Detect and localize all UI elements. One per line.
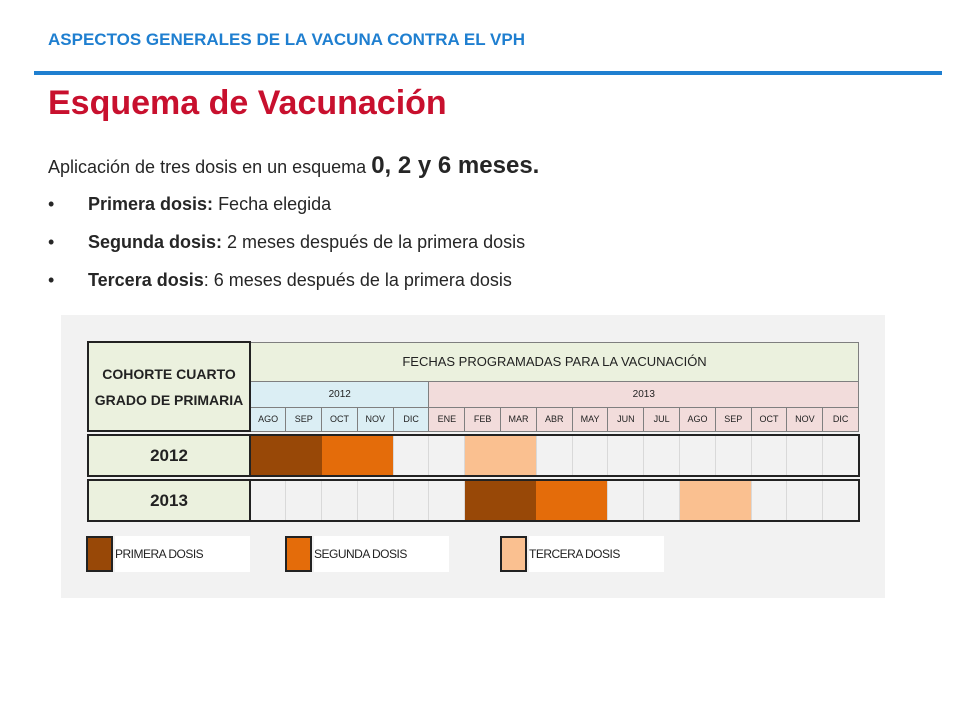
section-title: ASPECTOS GENERALES DE LA VACUNA CONTRA EL VPH [48, 30, 525, 49]
month-header: OCT [322, 407, 358, 431]
dose-cell-p1 [286, 435, 322, 476]
empty-cell [823, 435, 859, 476]
dose-cell-p3 [715, 480, 751, 521]
intro-paragraph [48, 152, 539, 180]
bullet-icon: • [48, 232, 55, 252]
dose-label: Tercera dosis [88, 270, 204, 290]
empty-cell [393, 435, 429, 476]
empty-cell [823, 480, 859, 521]
vaccination-schedule-table [87, 341, 860, 525]
legend-label: SEGUNDA DOSIS [314, 536, 449, 572]
dose-description: 2 meses después de la primera dosis [222, 232, 526, 252]
month-header: AGO [680, 407, 716, 431]
month-header: ABR [536, 407, 572, 431]
empty-cell [250, 480, 286, 521]
list-item [48, 194, 525, 232]
empty-cell [429, 480, 465, 521]
legend-label: TERCERA DOSIS [529, 536, 664, 572]
dose-cell-p1 [250, 435, 286, 476]
year-header-2013: 2013 [429, 381, 859, 407]
slide-title: Esquema de Vacunación [48, 84, 447, 122]
dose-cell-p2 [572, 480, 608, 521]
empty-cell [536, 435, 572, 476]
empty-cell [644, 435, 680, 476]
table-row [88, 435, 859, 476]
empty-cell [715, 435, 751, 476]
month-header: NOV [787, 407, 823, 431]
year-header-2012: 2012 [250, 381, 429, 407]
cohort-year-label: 2012 [88, 435, 250, 476]
month-header: JUN [608, 407, 644, 431]
empty-cell [608, 480, 644, 521]
dose-description: Fecha elegida [213, 194, 332, 214]
dose-cell-p3 [501, 435, 537, 476]
empty-cell [751, 480, 787, 521]
month-header: AGO [250, 407, 286, 431]
empty-cell [608, 435, 644, 476]
empty-cell [429, 435, 465, 476]
dose-cell-p1 [501, 480, 537, 521]
empty-cell [393, 480, 429, 521]
month-header: MAY [572, 407, 608, 431]
legend-label: PRIMERA DOSIS [115, 536, 250, 572]
bullet-icon: • [48, 270, 55, 290]
month-header: OCT [751, 407, 787, 431]
dose-list [48, 194, 525, 308]
dose-cell-p2 [322, 435, 358, 476]
legend-swatch [86, 536, 113, 572]
empty-cell [751, 435, 787, 476]
cohort-year-label: 2013 [88, 480, 250, 521]
legend-swatch [285, 536, 312, 572]
empty-cell [787, 435, 823, 476]
empty-cell [572, 435, 608, 476]
intro-emphasis: 0, 2 y 6 meses. [371, 152, 540, 179]
dates-header: FECHAS PROGRAMADAS PARA LA VACUNACIÓN [250, 342, 859, 381]
bullet-icon: • [48, 194, 55, 214]
month-header: SEP [286, 407, 322, 431]
month-header: DIC [393, 407, 429, 431]
cohort-header: COHORTE CUARTO GRADO DE PRIMARIA [88, 342, 250, 431]
table-row [88, 480, 859, 521]
empty-cell [357, 480, 393, 521]
dose-label: Segunda dosis: [88, 232, 223, 252]
month-header: FEB [465, 407, 501, 431]
legend-swatch [500, 536, 527, 572]
header-divider [34, 71, 942, 75]
month-header: JUL [644, 407, 680, 431]
empty-cell [322, 480, 358, 521]
schedule-table-wrapper [87, 341, 860, 525]
dose-label: Primera dosis: [88, 194, 214, 214]
empty-cell [286, 480, 322, 521]
month-header: ENE [429, 407, 465, 431]
dose-description: : 6 meses después de la primera dosis [203, 270, 512, 290]
list-item [48, 232, 525, 270]
month-header: MAR [501, 407, 537, 431]
list-item [48, 270, 525, 308]
month-header: SEP [715, 407, 751, 431]
dose-cell-p2 [536, 480, 572, 521]
dose-cell-p1 [465, 480, 501, 521]
month-header: NOV [357, 407, 393, 431]
dose-cell-p3 [680, 480, 716, 521]
empty-cell [644, 480, 680, 521]
empty-cell [680, 435, 716, 476]
intro-text: Aplicación de tres dosis en un esquema [48, 157, 372, 177]
dose-cell-p2 [357, 435, 393, 476]
empty-cell [787, 480, 823, 521]
dose-cell-p3 [465, 435, 501, 476]
month-header: DIC [823, 407, 859, 431]
